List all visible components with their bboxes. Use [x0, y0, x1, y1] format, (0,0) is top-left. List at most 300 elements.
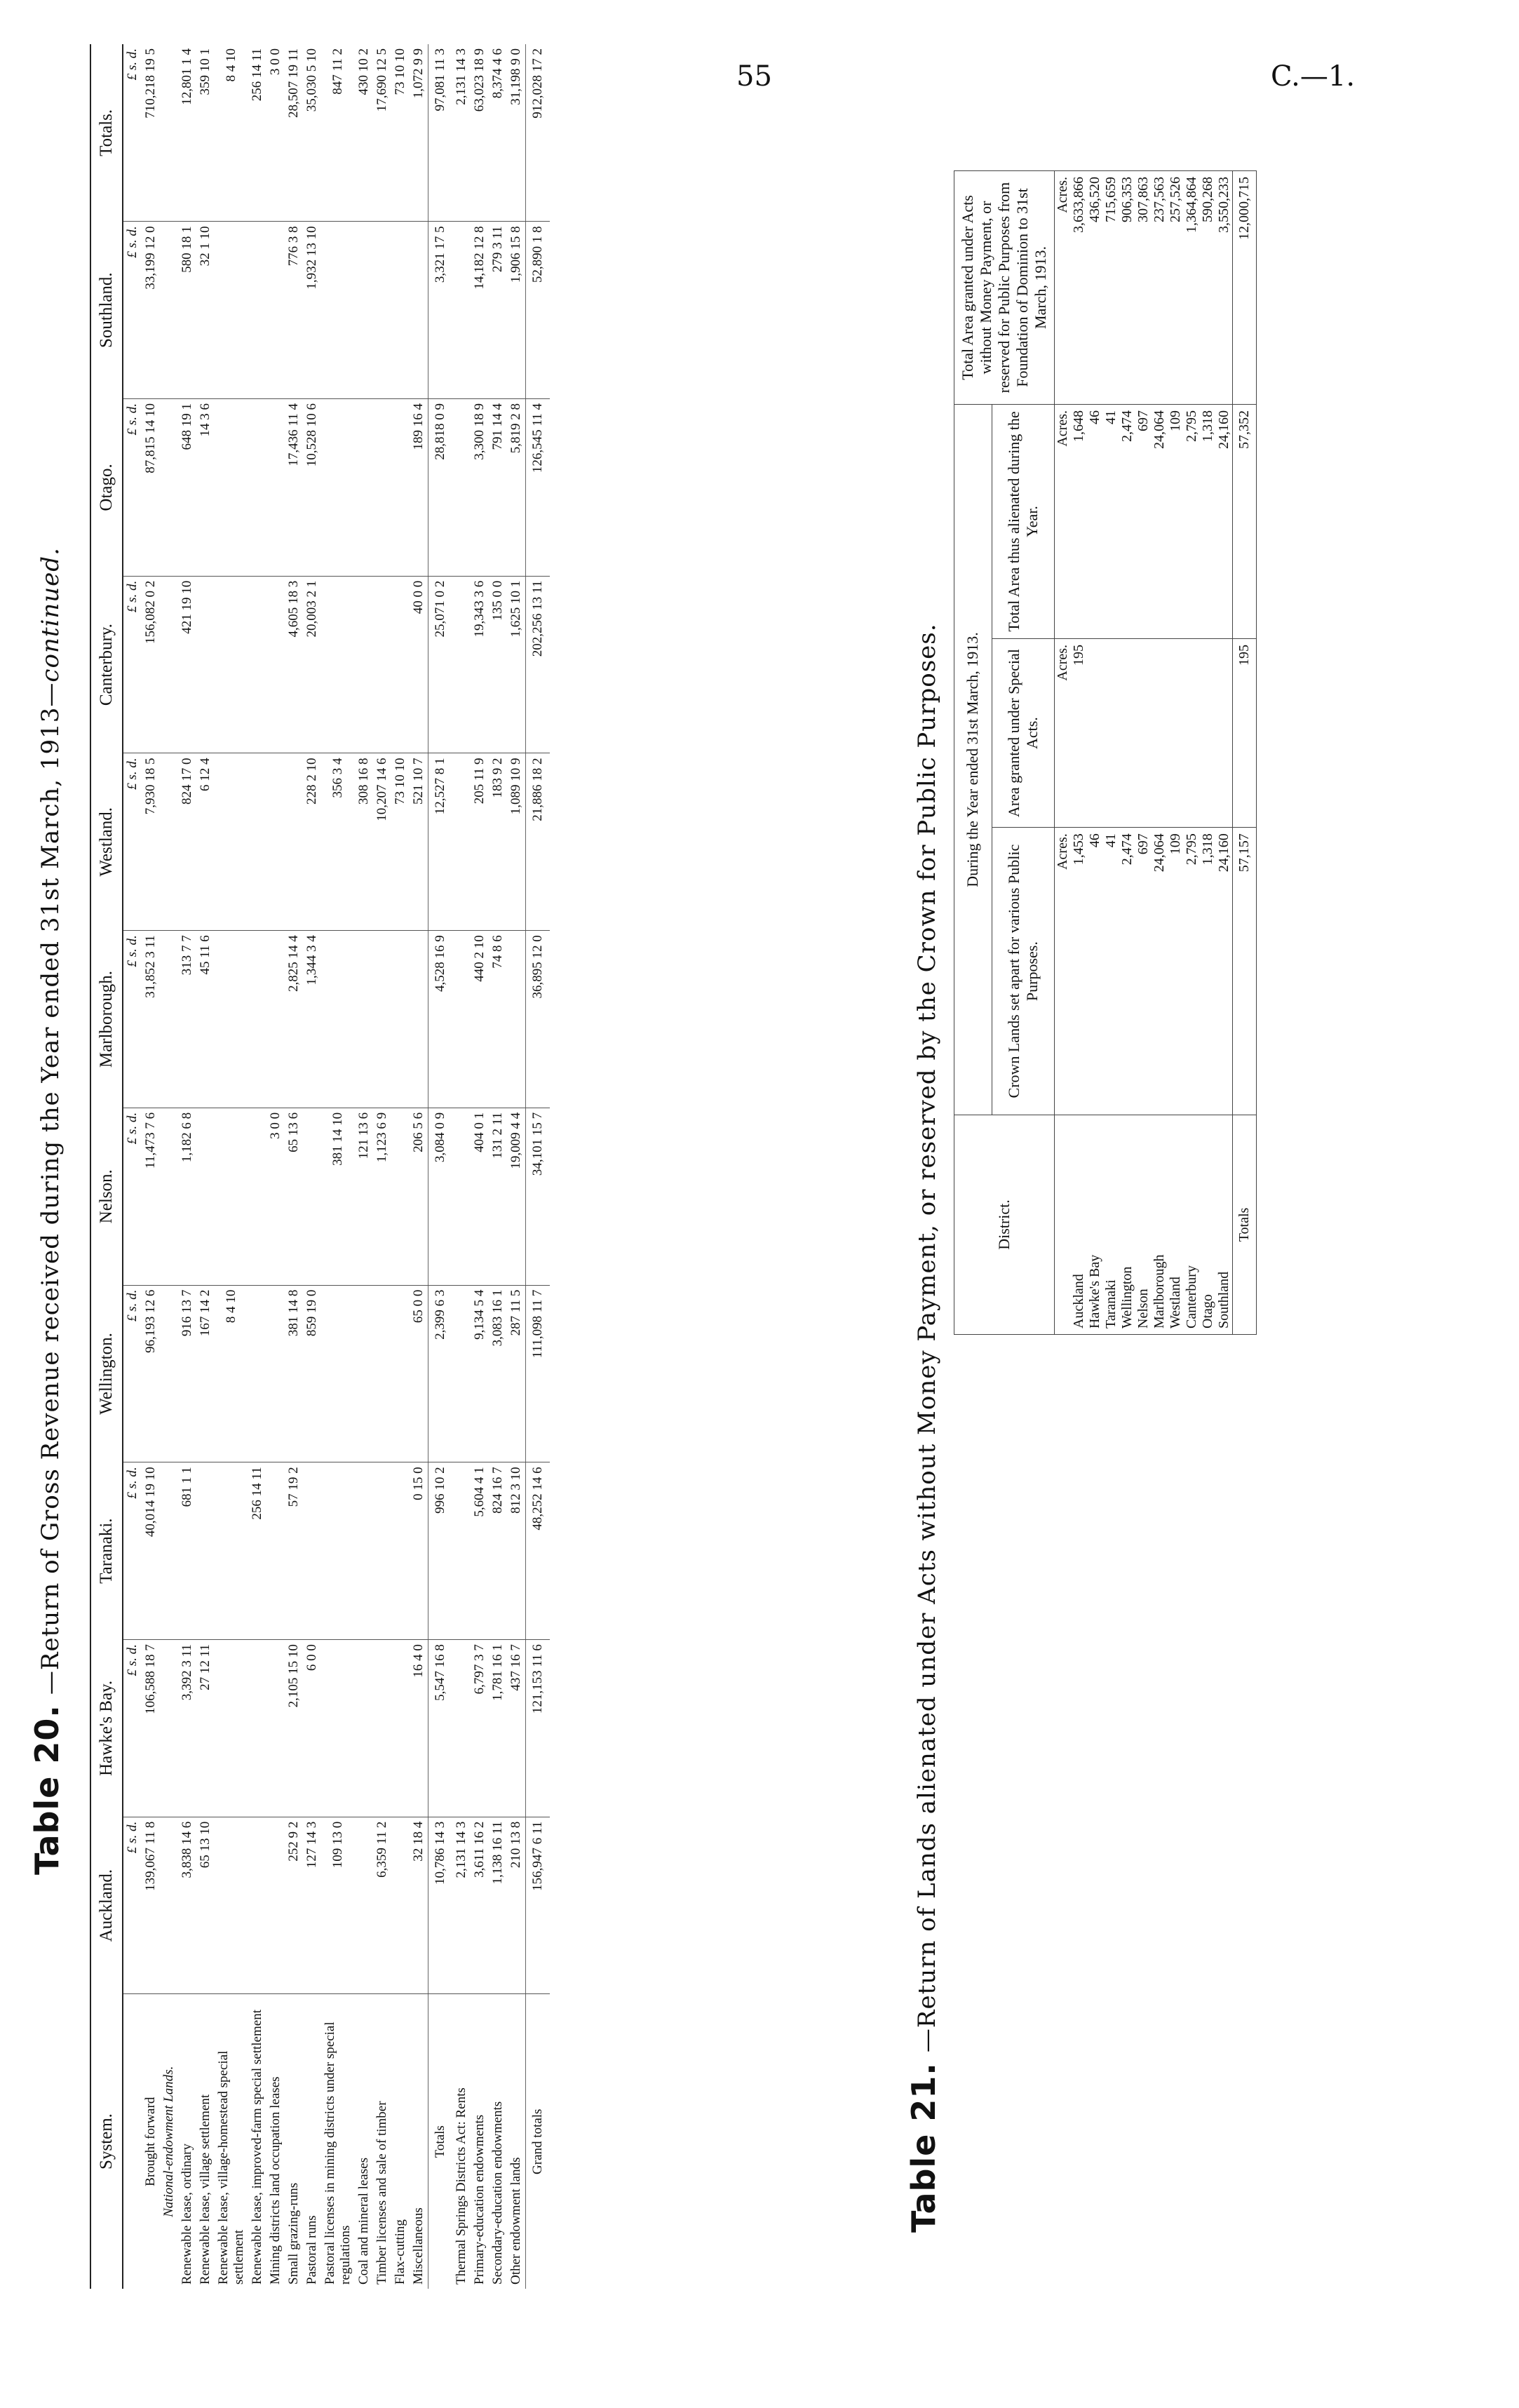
- district-label: Wellington: [1119, 1115, 1135, 1335]
- district-label: Westland: [1168, 1115, 1184, 1335]
- table-cell: [355, 576, 373, 753]
- table-cell: 32 1 10: [196, 222, 215, 399]
- table-cell: 287 11 5: [507, 1285, 526, 1462]
- col-header: System.: [90, 1994, 123, 2289]
- table-row: [1152, 171, 1168, 1335]
- table-row: [489, 44, 507, 2289]
- table-cell: 824 16 7: [489, 1462, 507, 1640]
- table-cell: 31,198 9 0: [507, 44, 526, 222]
- table-cell: [391, 1462, 410, 1640]
- table-cell: [160, 576, 178, 753]
- table-cell: 205 11 9: [471, 753, 489, 931]
- table-cell: 8,374 4 6: [489, 44, 507, 222]
- table-cell: 7,930 18 5: [142, 753, 160, 931]
- table-cell: 17,436 11 4: [285, 399, 303, 577]
- table-cell: 109: [1168, 828, 1184, 1115]
- table-row: [526, 44, 551, 2289]
- row-label: Other endowment lands: [508, 2157, 523, 2285]
- col-header: Canterbury.: [90, 576, 123, 753]
- table-cell: 308 16 8: [355, 753, 373, 931]
- table-cell: [248, 222, 266, 399]
- table-row: [142, 44, 160, 2289]
- table-cell: [391, 576, 410, 753]
- table-row: [160, 44, 178, 2289]
- district-label: Marlborough: [1152, 1115, 1168, 1335]
- col-header: Area granted under Special Acts.: [992, 638, 1054, 827]
- table-cell: 2,474: [1119, 405, 1135, 639]
- unit-spacer: [123, 1994, 142, 2289]
- row-label: Secondary-education endowments: [490, 2101, 505, 2285]
- table-cell: 3,633,866: [1071, 171, 1087, 405]
- district-label: Hawke's Bay: [1087, 1115, 1103, 1335]
- table-cell: [391, 222, 410, 399]
- row-label: Grand totals: [526, 1994, 551, 2289]
- table-cell: [215, 931, 248, 1108]
- row-label: Brought forward: [143, 2097, 158, 2186]
- table-cell: 3,083 16 1: [489, 1285, 507, 1462]
- table-cell: [266, 931, 285, 1108]
- table-cell: 5,604 4 1: [471, 1462, 489, 1640]
- table21-label: Table 21.: [905, 2062, 943, 2233]
- table-cell: 202,256 13 11: [526, 576, 551, 753]
- table-cell: [321, 399, 355, 577]
- table-cell: 10,528 10 6: [303, 399, 321, 577]
- table-cell: 65 13 6: [285, 1108, 303, 1285]
- table-cell: 359 10 1: [196, 44, 215, 222]
- table-cell: 156,082 0 2: [142, 576, 160, 753]
- table-cell: 1,138 16 11: [489, 1817, 507, 1994]
- table-row: [507, 44, 526, 2289]
- table20-title-suffix: continued.: [36, 547, 65, 682]
- table-cell: 916 13 7: [178, 1285, 196, 1462]
- table21: [954, 170, 1257, 1335]
- table-cell: 1,318: [1200, 405, 1216, 639]
- table-cell: [160, 1285, 178, 1462]
- table-cell: 12,801 1 4: [178, 44, 196, 222]
- table-cell: 19,343 3 6: [471, 576, 489, 753]
- table-cell: [391, 1640, 410, 1817]
- table-cell: 10,207 14 6: [373, 753, 391, 931]
- table-cell: [373, 576, 391, 753]
- table-cell: [266, 399, 285, 577]
- table-cell: [321, 1285, 355, 1462]
- table-cell: [1184, 638, 1200, 827]
- table-cell: 2,795: [1184, 405, 1200, 639]
- table-cell: 228 2 10: [303, 753, 321, 931]
- table-cell: 40,014 19 10: [142, 1462, 160, 1640]
- table-cell: 521 10 7: [410, 753, 428, 931]
- table-cell: 906,353: [1119, 171, 1135, 405]
- row-label: Small grazing-runs: [286, 2182, 301, 2285]
- table-cell: 73 10 10: [391, 44, 410, 222]
- table-cell: 1,932 13 10: [303, 222, 321, 399]
- table-cell: 1,182 6 8: [178, 1108, 196, 1285]
- col-header: Marlborough.: [90, 931, 123, 1108]
- table-cell: 2,131 14 3: [452, 44, 471, 222]
- table-cell: 121,153 11 6: [526, 1640, 551, 1817]
- table-cell: [373, 1462, 391, 1640]
- table-cell: [266, 1462, 285, 1640]
- table-cell: 313 7 7: [178, 931, 196, 1108]
- table-cell: 256 14 11: [248, 44, 266, 222]
- row-label: Totals: [428, 1994, 453, 2289]
- table-cell: 1,089 10 9: [507, 753, 526, 931]
- table-cell: 52,890 1 8: [526, 222, 551, 399]
- table-cell: 24,064: [1152, 828, 1168, 1115]
- table-cell: 6,359 11 2: [373, 1817, 391, 1994]
- table-cell: 1,781 16 1: [489, 1640, 507, 1817]
- row-label: Timber licenses and sale of timber: [374, 2101, 389, 2285]
- table-cell: [1087, 638, 1103, 827]
- table-cell: 437 16 7: [507, 1640, 526, 1817]
- table-cell: [321, 222, 355, 399]
- table-cell: 96,193 12 6: [142, 1285, 160, 1462]
- table-cell: [452, 222, 471, 399]
- table-cell: [215, 399, 248, 577]
- unit-label: £ s. d.: [123, 1817, 142, 1994]
- table-cell: [160, 1108, 178, 1285]
- table-cell: 1,123 6 9: [373, 1108, 391, 1285]
- table-cell: [303, 1462, 321, 1640]
- table-cell: [355, 1640, 373, 1817]
- table-cell: [355, 222, 373, 399]
- unit-label: £ s. d.: [123, 222, 142, 399]
- table-cell: [160, 1640, 178, 1817]
- table-cell: 996 10 2: [428, 1462, 453, 1640]
- table-cell: [266, 1640, 285, 1817]
- table-row: [178, 44, 196, 2289]
- table-cell: [355, 931, 373, 1108]
- table-cell: 2,399 6 3: [428, 1285, 453, 1462]
- table-cell: 715,659: [1103, 171, 1119, 405]
- table-cell: [1200, 638, 1216, 827]
- table-cell: [1119, 638, 1135, 827]
- table-cell: 1,344 3 4: [303, 931, 321, 1108]
- district-label: Southland: [1216, 1115, 1233, 1335]
- table-cell: [160, 1817, 178, 1994]
- row-label: National-endowment Lands.: [161, 2066, 176, 2217]
- table-cell: [452, 399, 471, 577]
- table-row: [1168, 171, 1184, 1335]
- table-cell: [215, 222, 248, 399]
- table-cell: [452, 1462, 471, 1640]
- table-cell: 21,886 18 2: [526, 753, 551, 931]
- unit-label: £ s. d.: [123, 753, 142, 931]
- row-label: Renewable lease, improved-farm special settlement: [250, 2010, 264, 2285]
- table-cell: 189 16 4: [410, 399, 428, 577]
- table-cell: 57,352: [1233, 405, 1257, 639]
- table-cell: 63,023 18 9: [471, 44, 489, 222]
- table-cell: 14,182 12 8: [471, 222, 489, 399]
- table-cell: [248, 1108, 266, 1285]
- table-cell: 167 14 2: [196, 1285, 215, 1462]
- table-row: [1119, 171, 1135, 1335]
- table-cell: 859 19 0: [303, 1285, 321, 1462]
- table-cell: 648 19 1: [178, 399, 196, 577]
- unit-label: Acres.: [1055, 171, 1072, 405]
- totals-row: [1233, 171, 1257, 1335]
- table21-body: [1055, 171, 1257, 1335]
- table-cell: 1,906 15 8: [507, 222, 526, 399]
- unit-label: £ s. d.: [123, 1640, 142, 1817]
- table-cell: [248, 1640, 266, 1817]
- unit-label: £ s. d.: [123, 931, 142, 1108]
- table-cell: [160, 1462, 178, 1640]
- table-cell: 1,364,864: [1184, 171, 1200, 405]
- col-header: Otago.: [90, 399, 123, 577]
- row-label: Thermal Springs Districts Act: Rents: [454, 2087, 468, 2285]
- table-cell: 307,863: [1135, 171, 1152, 405]
- table-cell: 0 15 0: [410, 1462, 428, 1640]
- table-cell: 580 18 1: [178, 222, 196, 399]
- table-cell: 824 17 0: [178, 753, 196, 931]
- table-cell: 812 3 10: [507, 1462, 526, 1640]
- table-cell: [321, 1462, 355, 1640]
- table-cell: 3 0 0: [266, 44, 285, 222]
- table-cell: [1152, 638, 1168, 827]
- table-cell: 440 2 10: [471, 931, 489, 1108]
- table-cell: 27 12 11: [196, 1640, 215, 1817]
- table-cell: 5,547 16 8: [428, 1640, 453, 1817]
- table-cell: [1103, 638, 1119, 827]
- table-cell: 28,818 0 9: [428, 399, 453, 577]
- table-cell: [452, 576, 471, 753]
- table-cell: 1,648: [1071, 405, 1087, 639]
- table-cell: 2,105 15 10: [285, 1640, 303, 1817]
- district-label: Taranaki: [1103, 1115, 1119, 1335]
- table-cell: 912,028 17 2: [526, 44, 551, 222]
- table-cell: 74 8 6: [489, 931, 507, 1108]
- row-label: Pastoral runs: [304, 2215, 319, 2285]
- table-cell: [248, 753, 266, 931]
- table-cell: 111,098 11 7: [526, 1285, 551, 1462]
- unit-label: £ s. d.: [123, 1285, 142, 1462]
- table-cell: 381 14 10: [321, 1108, 355, 1285]
- table-cell: 2,474: [1119, 828, 1135, 1115]
- unit-label: Acres.: [1055, 405, 1072, 639]
- table-row: [266, 44, 285, 2289]
- table-cell: 3,300 18 9: [471, 399, 489, 577]
- table-cell: 8 4 10: [215, 44, 248, 222]
- table-row: [391, 44, 410, 2289]
- col-header: Nelson.: [90, 1108, 123, 1285]
- row-label: Pastoral licenses in mining districts under special regulations: [323, 2022, 353, 2285]
- table-cell: 3 0 0: [266, 1108, 285, 1285]
- table-cell: [355, 399, 373, 577]
- district-label: Nelson: [1135, 1115, 1152, 1335]
- table-cell: 1,625 10 1: [507, 576, 526, 753]
- table-row: [471, 44, 489, 2289]
- row-label: Renewable lease, village settlement: [198, 2094, 212, 2285]
- table-row: [321, 44, 355, 2289]
- col-header: Crown Lands set apart for various Public Purposes.: [992, 828, 1054, 1115]
- table-cell: 356 3 4: [321, 753, 355, 931]
- district-label: Auckland: [1071, 1115, 1087, 1335]
- table-cell: 590,268: [1200, 171, 1216, 405]
- page-number: 55: [736, 60, 772, 93]
- table-cell: [452, 753, 471, 931]
- table-cell: [160, 222, 178, 399]
- table-cell: [248, 1285, 266, 1462]
- table20-title: [28, 547, 66, 1875]
- table-cell: 3,611 16 2: [471, 1817, 489, 1994]
- table-row: [285, 44, 303, 2289]
- table-cell: 31,852 3 11: [142, 931, 160, 1108]
- table20-body: [123, 44, 550, 2289]
- table-cell: 710,218 19 5: [142, 44, 160, 222]
- col-header: Westland.: [90, 753, 123, 931]
- table21-group-row: [954, 171, 992, 1335]
- table-cell: [373, 1640, 391, 1817]
- table-row: [1200, 171, 1216, 1335]
- table20-header-row: [90, 44, 123, 2289]
- col-header: District.: [954, 1115, 1055, 1335]
- table-cell: [355, 1285, 373, 1462]
- col-header: Totals.: [90, 44, 123, 222]
- row-label: Flax-cutting: [393, 2219, 407, 2285]
- group-header: During the Year ended 31st March, 1913.: [954, 405, 992, 1115]
- table-cell: 5,819 2 8: [507, 399, 526, 577]
- table-cell: 24,160: [1216, 828, 1233, 1115]
- table20-label: Table 20.: [28, 1704, 66, 1875]
- table-cell: 12,527 8 1: [428, 753, 453, 931]
- table-cell: [196, 576, 215, 753]
- table-cell: [266, 1285, 285, 1462]
- table-row: [1216, 171, 1233, 1335]
- unit-label: £ s. d.: [123, 576, 142, 753]
- table-cell: [196, 1108, 215, 1285]
- table-cell: 33,199 12 0: [142, 222, 160, 399]
- col-header: Total Area thus alienated during the Year.: [992, 405, 1054, 639]
- table-cell: 12,000,715: [1233, 171, 1257, 405]
- col-header: Southland.: [90, 222, 123, 399]
- table-cell: [285, 753, 303, 931]
- table-cell: [391, 399, 410, 577]
- table-row: [303, 44, 321, 2289]
- table-cell: [410, 931, 428, 1108]
- table-cell: [215, 1462, 248, 1640]
- table-cell: [248, 1817, 266, 1994]
- table-cell: 279 3 11: [489, 222, 507, 399]
- table-cell: [373, 1285, 391, 1462]
- table-row: [1184, 171, 1200, 1335]
- table-cell: [160, 931, 178, 1108]
- table-cell: 17,690 12 5: [373, 44, 391, 222]
- table-cell: [391, 1108, 410, 1285]
- table-cell: 381 14 8: [285, 1285, 303, 1462]
- table-row: [1087, 171, 1103, 1335]
- table-row: [428, 44, 453, 2289]
- table-cell: 430 10 2: [355, 44, 373, 222]
- unit-label: Acres.: [1055, 828, 1072, 1115]
- table-cell: [391, 931, 410, 1108]
- table-cell: 139,067 11 8: [142, 1817, 160, 1994]
- table-row: [1071, 171, 1087, 1335]
- table-cell: 1,072 9 9: [410, 44, 428, 222]
- table-cell: 237,563: [1152, 171, 1168, 405]
- table-cell: 57,157: [1233, 828, 1257, 1115]
- table20-title-text: —Return of Gross Revenue received during the Year ended 31st March, 1913—: [36, 682, 65, 1695]
- table-cell: 6 12 4: [196, 753, 215, 931]
- table-cell: 3,838 14 6: [178, 1817, 196, 1994]
- table-cell: 1,453: [1071, 828, 1087, 1115]
- table-cell: [410, 222, 428, 399]
- table-row: [452, 44, 471, 2289]
- table-cell: 11,473 7 6: [142, 1108, 160, 1285]
- table-cell: 121 13 6: [355, 1108, 373, 1285]
- table-cell: 131 2 11: [489, 1108, 507, 1285]
- table-cell: 252 9 2: [285, 1817, 303, 1994]
- table-cell: [196, 1462, 215, 1640]
- table-cell: 9,134 5 4: [471, 1285, 489, 1462]
- table-cell: [321, 576, 355, 753]
- table-cell: [321, 1640, 355, 1817]
- row-label: Coal and mineral leases: [356, 2158, 371, 2285]
- table-row: [373, 44, 391, 2289]
- district-label: Canterbury: [1184, 1115, 1200, 1335]
- table-row: [1135, 171, 1152, 1335]
- table-cell: 14 3 6: [196, 399, 215, 577]
- table-cell: [215, 1640, 248, 1817]
- unit-label: £ s. d.: [123, 44, 142, 222]
- table-cell: 34,101 15 7: [526, 1108, 551, 1285]
- table-cell: [1135, 638, 1152, 827]
- table-row: [355, 44, 373, 2289]
- table-cell: 16 4 0: [410, 1640, 428, 1817]
- table-cell: 109: [1168, 405, 1184, 639]
- table-cell: 87,815 14 10: [142, 399, 160, 577]
- col-header: Total Area granted under Acts without Money Payment, or reserved for Public Purposes from Foundation of Dominion to 31st March, 1913.: [954, 171, 1055, 405]
- table-cell: 210 13 8: [507, 1817, 526, 1994]
- unit-row: [123, 44, 142, 2289]
- table-cell: 28,507 19 11: [285, 44, 303, 222]
- table-cell: 6 0 0: [303, 1640, 321, 1817]
- table-cell: 3,392 3 11: [178, 1640, 196, 1817]
- unit-label: £ s. d.: [123, 1462, 142, 1640]
- table-cell: 46: [1087, 405, 1103, 639]
- table-cell: 24,064: [1152, 405, 1168, 639]
- table-cell: 195: [1071, 638, 1087, 827]
- row-label: Renewable lease, village-homestead special settlement: [216, 2050, 246, 2285]
- table-cell: 1,318: [1200, 828, 1216, 1115]
- table-cell: [266, 1817, 285, 1994]
- table-cell: 206 5 6: [410, 1108, 428, 1285]
- table-cell: 2,795: [1184, 828, 1200, 1115]
- table-cell: 35,030 5 10: [303, 44, 321, 222]
- row-label: Primary-education endowments: [472, 2114, 487, 2285]
- table-cell: [160, 399, 178, 577]
- table-cell: 109 13 0: [321, 1817, 355, 1994]
- table-cell: 106,588 18 7: [142, 1640, 160, 1817]
- district-label: Otago: [1200, 1115, 1216, 1335]
- table-cell: [355, 1817, 373, 1994]
- table-cell: [248, 576, 266, 753]
- table-cell: 57 19 2: [285, 1462, 303, 1640]
- table-cell: [373, 222, 391, 399]
- col-header: Hawke's Bay.: [90, 1640, 123, 1817]
- table-cell: 776 3 8: [285, 222, 303, 399]
- table-cell: [248, 399, 266, 577]
- table-cell: 41: [1103, 405, 1119, 639]
- table-cell: 41: [1103, 828, 1119, 1115]
- table-cell: [266, 576, 285, 753]
- row-label: Renewable lease, ordinary: [180, 2144, 194, 2285]
- table-cell: 40 0 0: [410, 576, 428, 753]
- table-cell: 126,545 11 4: [526, 399, 551, 577]
- table-cell: [355, 1462, 373, 1640]
- table-cell: 127 14 3: [303, 1817, 321, 1994]
- col-header: Auckland.: [90, 1817, 123, 1994]
